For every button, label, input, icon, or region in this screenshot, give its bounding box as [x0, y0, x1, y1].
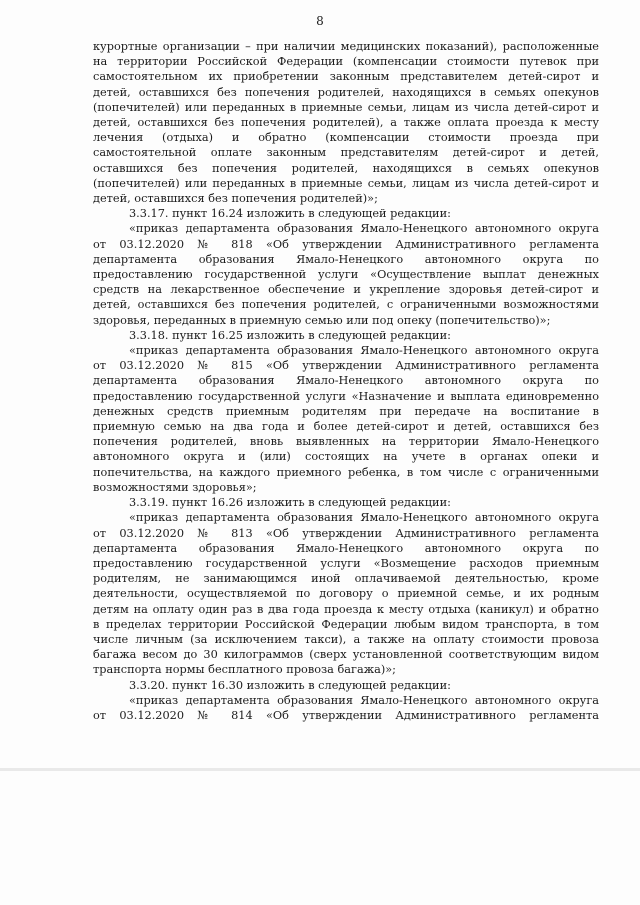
- text-line: детям на оплату один раз в два года проезда к месту отдыха (каникул) и обратно: [93, 602, 599, 616]
- text-line: «приказ департамента образования Ямало-Ненецкого автономного округа: [129, 222, 599, 236]
- text-line: 3.3.17. пункт 16.24 изложить в следующей редакции:: [129, 207, 451, 221]
- text-line: департамента образования Ямало-Ненецкого автономного округа по: [93, 541, 599, 555]
- text-line: числе личным (за исключением такси), а также на оплату стоимости провоза: [93, 632, 599, 646]
- text-line: средств на лекарственное обеспечение и укрепление здоровья детей-сирот и: [93, 283, 599, 297]
- text-line: предоставлению государственной услуги «Осуществление выплат денежных: [93, 268, 599, 282]
- text-line: детей, оставшихся без попечения родителей)»;: [93, 192, 378, 206]
- text-line: «приказ департамента образования Ямало-Ненецкого автономного округа: [129, 511, 599, 525]
- text-line: (попечителей) или переданных в приемные семьи, лицам из числа детей-сирот и: [93, 100, 599, 114]
- page-number: 8: [316, 14, 324, 28]
- text-line: деятельности, осуществляемой по договору о приемной семье, и их родным: [93, 587, 599, 601]
- text-line: в пределах территории Российской Федерации любым видом транспорта, в том: [93, 617, 599, 631]
- text-line: 3.3.20. пункт 16.30 изложить в следующей редакции:: [129, 678, 451, 692]
- text-line: «приказ департамента образования Ямало-Ненецкого автономного округа: [129, 344, 599, 358]
- text-line: курортные организации – при наличии медицинских показаний), расположенные: [93, 40, 599, 53]
- text-line: здоровья, переданных в приемную семью или под опеку (попечительство)»;: [93, 313, 551, 327]
- text-line: самостоятельном их приобретении законным представителем детей-сирот и: [93, 70, 599, 84]
- text-line: попечительства, на каждого приемного ребенка, в том числе с ограниченными: [93, 465, 599, 479]
- text-line: транспорта нормы бесплатного провоза багажа)»;: [93, 663, 396, 677]
- text-line: детей, оставшихся без попечения родителей, с ограниченными возможностями: [93, 298, 599, 312]
- text-line: от 03.12.2020 № 814 «Об утверждении Административного регламента: [93, 708, 599, 722]
- text-line: (попечителей) или переданных в приемные семьи, лицам из числа детей-сирот и: [93, 176, 599, 190]
- text-line: от 03.12.2020 № 815 «Об утверждении Административного регламента: [93, 359, 599, 373]
- text-line: от 03.12.2020 № 818 «Об утверждении Административного регламента: [93, 237, 599, 251]
- text-line: детей, оставшихся без попечения родителей), а также оплата проезда к месту: [93, 116, 599, 130]
- scan-edge-divider: [0, 768, 640, 771]
- text-line: от 03.12.2020 № 813 «Об утверждении Административного регламента: [93, 526, 599, 540]
- text-line: багажа весом до 30 килограммов (сверх установленной соответствующим видом: [93, 648, 599, 662]
- text-line: 3.3.18. пункт 16.25 изложить в следующей редакции:: [129, 328, 451, 342]
- text-line: возможностями здоровья»;: [93, 480, 257, 494]
- text-line: департамента образования Ямало-Ненецкого автономного округа по: [93, 374, 599, 388]
- text-line: лечения (отдыха) и обратно (компенсации стоимости проезда при: [93, 131, 599, 145]
- text-line: предоставлению государственной услуги «Возмещение расходов приемным: [93, 556, 599, 570]
- text-line: детей, оставшихся без попечения родителей, находящихся в семьях опекунов: [93, 85, 599, 99]
- document-body: [93, 39, 599, 723]
- text-line: денежных средств приемным родителям при передаче на воспитание в: [93, 404, 599, 418]
- text-line: попечения родителей, вновь выявленных на территории Ямало-Ненецкого: [93, 435, 599, 449]
- text-line: «приказ департамента образования Ямало-Ненецкого автономного округа: [129, 693, 599, 707]
- text-line: на территории Российской Федерации (компенсации стоимости путевок при: [93, 55, 599, 69]
- text-line: родителям, не занимающимся иной оплачиваемой деятельностью, кроме: [93, 572, 599, 586]
- text-line: предоставлению государственной услуги «Назначение и выплата единовременно: [93, 389, 599, 403]
- text-line: оставшихся без попечения родителей, находящихся в семьях опекунов: [93, 161, 599, 175]
- text-line: автономного округа и (или) состоящих на учете в органах опеки и: [93, 450, 599, 464]
- text-line: департамента образования Ямало-Ненецкого автономного округа по: [93, 252, 599, 266]
- text-line: 3.3.19. пункт 16.26 изложить в следующей редакции:: [129, 496, 451, 510]
- text-line: самостоятельной оплате законным представителям детей-сирот и детей,: [93, 146, 599, 160]
- text-line: приемную семью на два года и более детей-сирот и детей, оставшихся без: [93, 420, 599, 434]
